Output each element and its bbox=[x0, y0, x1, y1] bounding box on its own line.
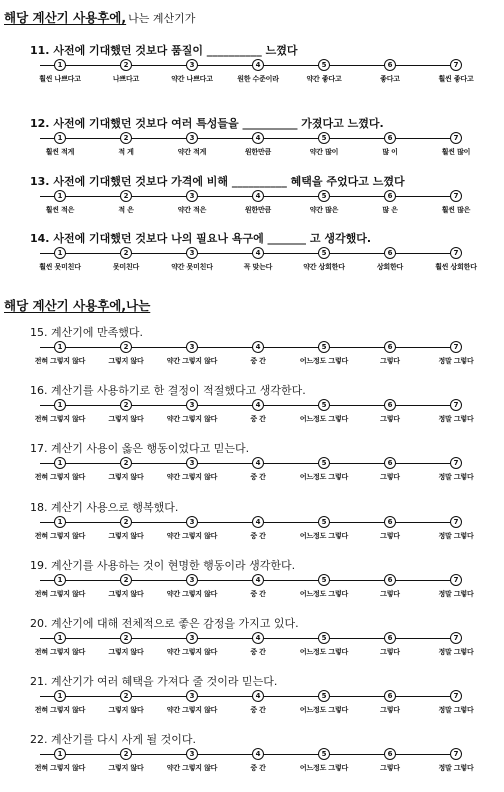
scale-anchor-label: 약간 많이 bbox=[309, 148, 339, 156]
scale-anchor-label: 훨씬 상회한다 bbox=[435, 263, 477, 271]
scale-anchor-label: 훨씬 좋다고 bbox=[438, 75, 474, 83]
scale-anchor-label: 약간 그렇지 않다 bbox=[166, 473, 218, 481]
scale-option-5[interactable]: 5 bbox=[318, 247, 330, 259]
question-text: 17. 계산기 사용이 옳은 행동이었다고 믿는다. bbox=[30, 442, 250, 455]
scale-option-1[interactable]: 1 bbox=[54, 190, 66, 202]
scale-anchor-label: 많 은 bbox=[382, 206, 398, 214]
scale-option-6[interactable]: 6 bbox=[384, 632, 396, 644]
scale-option-4[interactable]: 4 bbox=[252, 574, 264, 586]
scale-anchor-label: 적 은 bbox=[118, 206, 134, 214]
scale-option-4[interactable]: 4 bbox=[252, 247, 264, 259]
scale-option-7[interactable]: 7 bbox=[450, 341, 462, 353]
scale-anchor-label: 훨씬 적은 bbox=[45, 206, 75, 214]
scale-option-7[interactable]: 7 bbox=[450, 247, 462, 259]
scale-anchor-label: 중 간 bbox=[250, 473, 266, 481]
scale-option-3[interactable]: 3 bbox=[186, 748, 198, 760]
scale-option-2[interactable]: 2 bbox=[120, 748, 132, 760]
question-text: 20. 계산기에 대해 전체적으로 좋은 감정을 가지고 있다. bbox=[30, 617, 299, 630]
scale-option-1[interactable]: 1 bbox=[54, 341, 66, 353]
scale-anchor-label: 전혀 그렇지 않다 bbox=[34, 415, 86, 423]
scale-option-4[interactable]: 4 bbox=[252, 132, 264, 144]
likert-scale bbox=[0, 574, 504, 602]
question-text: 22. 계산기를 다시 사게 될 것이다. bbox=[30, 733, 196, 746]
scale-option-4[interactable]: 4 bbox=[252, 632, 264, 644]
scale-anchor-label: 중 간 bbox=[250, 357, 266, 365]
scale-anchor-label: 정말 그렇다 bbox=[438, 648, 474, 656]
scale-option-2[interactable]: 2 bbox=[120, 574, 132, 586]
likert-scale bbox=[0, 690, 504, 718]
question-text: 15. 계산기에 만족했다. bbox=[30, 326, 143, 339]
section-title-1-subtitle: 나는 계산기가 bbox=[128, 12, 196, 25]
scale-option-5[interactable]: 5 bbox=[318, 457, 330, 469]
scale-option-1[interactable]: 1 bbox=[54, 247, 66, 259]
scale-option-5[interactable]: 5 bbox=[318, 690, 330, 702]
scale-anchor-label: 약간 못미친다 bbox=[171, 263, 213, 271]
scale-option-6[interactable]: 6 bbox=[384, 516, 396, 528]
scale-anchor-label: 중 간 bbox=[250, 532, 266, 540]
question-text: 13. 사전에 기대했던 것보다 가격에 비해 __________ 혜택을 주었다고 느꼈다 bbox=[30, 175, 405, 188]
scale-anchor-label: 그렇지 않다 bbox=[108, 706, 144, 714]
section-title-2-main: 해당 계산기 사용후에,나는 bbox=[4, 298, 151, 313]
scale-anchor-label: 상회한다 bbox=[376, 263, 404, 271]
scale-anchor-label: 약간 그렇지 않다 bbox=[166, 532, 218, 540]
scale-anchor-label: 그렇지 않다 bbox=[108, 590, 144, 598]
scale-option-6[interactable]: 6 bbox=[384, 247, 396, 259]
scale-option-5[interactable]: 5 bbox=[318, 748, 330, 760]
scale-anchor-label: 그렇지 않다 bbox=[108, 415, 144, 423]
scale-anchor-label: 그렇다 bbox=[380, 357, 400, 365]
likert-scale bbox=[0, 516, 504, 544]
scale-option-7[interactable]: 7 bbox=[450, 190, 462, 202]
scale-option-3[interactable]: 3 bbox=[186, 690, 198, 702]
scale-option-5[interactable]: 5 bbox=[318, 132, 330, 144]
scale-anchor-label: 중 간 bbox=[250, 648, 266, 656]
scale-option-2[interactable]: 2 bbox=[120, 690, 132, 702]
scale-option-4[interactable]: 4 bbox=[252, 59, 264, 71]
scale-option-1[interactable]: 1 bbox=[54, 690, 66, 702]
section-title-1-main: 해당 계산기 사용후에, bbox=[4, 10, 127, 25]
scale-option-7[interactable]: 7 bbox=[450, 690, 462, 702]
section-title-2 bbox=[4, 296, 150, 314]
scale-option-6[interactable]: 6 bbox=[384, 59, 396, 71]
scale-option-3[interactable]: 3 bbox=[186, 399, 198, 411]
scale-option-7[interactable]: 7 bbox=[450, 632, 462, 644]
likert-scale bbox=[0, 190, 504, 218]
scale-anchor-label: 못미친다 bbox=[112, 263, 140, 271]
scale-option-5[interactable]: 5 bbox=[318, 516, 330, 528]
scale-option-2[interactable]: 2 bbox=[120, 190, 132, 202]
scale-option-4[interactable]: 4 bbox=[252, 457, 264, 469]
likert-scale bbox=[0, 341, 504, 369]
scale-anchor-label: 정말 그렇다 bbox=[438, 415, 474, 423]
scale-anchor-label: 어느정도 그렇다 bbox=[299, 473, 349, 481]
scale-anchor-label: 정말 그렇다 bbox=[438, 357, 474, 365]
scale-anchor-label: 그렇지 않다 bbox=[108, 764, 144, 772]
scale-option-1[interactable]: 1 bbox=[54, 132, 66, 144]
scale-option-6[interactable]: 6 bbox=[384, 132, 396, 144]
scale-anchor-label: 어느정도 그렇다 bbox=[299, 415, 349, 423]
scale-anchor-label: 훨씬 못미친다 bbox=[39, 263, 81, 271]
scale-anchor-label: 그렇다 bbox=[380, 706, 400, 714]
scale-anchor-label: 그렇다 bbox=[380, 532, 400, 540]
scale-option-1[interactable]: 1 bbox=[54, 59, 66, 71]
scale-anchor-label: 전혀 그렇지 않다 bbox=[34, 648, 86, 656]
scale-anchor-label: 약간 좋다고 bbox=[306, 75, 342, 83]
scale-anchor-label: 그렇지 않다 bbox=[108, 473, 144, 481]
scale-anchor-label: 꼭 맞는다 bbox=[243, 263, 273, 271]
scale-anchor-label: 정말 그렇다 bbox=[438, 473, 474, 481]
scale-anchor-label: 그렇지 않다 bbox=[108, 357, 144, 365]
likert-scale bbox=[0, 457, 504, 485]
scale-option-5[interactable]: 5 bbox=[318, 632, 330, 644]
scale-anchor-label: 약간 많은 bbox=[309, 206, 339, 214]
scale-anchor-label: 전혀 그렇지 않다 bbox=[34, 706, 86, 714]
scale-option-6[interactable]: 6 bbox=[384, 190, 396, 202]
scale-anchor-label: 정말 그렇다 bbox=[438, 532, 474, 540]
scale-option-6[interactable]: 6 bbox=[384, 690, 396, 702]
scale-option-2[interactable]: 2 bbox=[120, 132, 132, 144]
scale-option-5[interactable]: 5 bbox=[318, 399, 330, 411]
scale-anchor-label: 약간 그렇지 않다 bbox=[166, 706, 218, 714]
scale-anchor-label: 원한 수준이라 bbox=[237, 75, 279, 83]
scale-option-2[interactable]: 2 bbox=[120, 457, 132, 469]
scale-anchor-label: 그렇지 않다 bbox=[108, 532, 144, 540]
scale-option-4[interactable]: 4 bbox=[252, 399, 264, 411]
scale-option-6[interactable]: 6 bbox=[384, 399, 396, 411]
scale-anchor-label: 그렇다 bbox=[380, 590, 400, 598]
scale-option-7[interactable]: 7 bbox=[450, 457, 462, 469]
scale-option-5[interactable]: 5 bbox=[318, 341, 330, 353]
scale-option-5[interactable]: 5 bbox=[318, 574, 330, 586]
question-text: 12. 사전에 기대했던 것보다 여러 특성들을 __________ 가졌다고 느꼈다. bbox=[30, 117, 384, 130]
scale-option-7[interactable]: 7 bbox=[450, 399, 462, 411]
scale-anchor-label: 어느정도 그렇다 bbox=[299, 764, 349, 772]
scale-anchor-label: 원한만큼 bbox=[244, 148, 272, 156]
scale-anchor-label: 정말 그렇다 bbox=[438, 706, 474, 714]
scale-anchor-label: 약간 그렇지 않다 bbox=[166, 648, 218, 656]
likert-scale bbox=[0, 632, 504, 660]
scale-option-1[interactable]: 1 bbox=[54, 516, 66, 528]
scale-anchor-label: 전혀 그렇지 않다 bbox=[34, 532, 86, 540]
scale-anchor-label: 그렇다 bbox=[380, 764, 400, 772]
scale-anchor-label: 전혀 그렇지 않다 bbox=[34, 590, 86, 598]
scale-anchor-label: 많 이 bbox=[382, 148, 398, 156]
scale-anchor-label: 좋다고 bbox=[380, 75, 400, 83]
scale-option-4[interactable]: 4 bbox=[252, 190, 264, 202]
question-text: 18. 계산기 사용으로 행복했다. bbox=[30, 501, 179, 514]
scale-anchor-label: 어느정도 그렇다 bbox=[299, 648, 349, 656]
scale-option-7[interactable]: 7 bbox=[450, 59, 462, 71]
scale-option-4[interactable]: 4 bbox=[252, 516, 264, 528]
scale-option-6[interactable]: 6 bbox=[384, 748, 396, 760]
scale-option-1[interactable]: 1 bbox=[54, 632, 66, 644]
scale-option-6[interactable]: 6 bbox=[384, 574, 396, 586]
question-text: 21. 계산기가 여러 혜택을 가져다 줄 것이라 믿는다. bbox=[30, 675, 278, 688]
scale-option-1[interactable]: 1 bbox=[54, 574, 66, 586]
scale-option-7[interactable]: 7 bbox=[450, 574, 462, 586]
scale-anchor-label: 정말 그렇다 bbox=[438, 764, 474, 772]
likert-scale bbox=[0, 748, 504, 776]
scale-option-2[interactable]: 2 bbox=[120, 59, 132, 71]
scale-anchor-label: 그렇지 않다 bbox=[108, 648, 144, 656]
scale-anchor-label: 어느정도 그렇다 bbox=[299, 590, 349, 598]
question-text: 14. 사전에 기대했던 것보다 나의 필요나 욕구에 _______ 고 생각했다. bbox=[30, 232, 372, 245]
scale-anchor-label: 훨씬 적게 bbox=[45, 148, 75, 156]
scale-option-5[interactable]: 5 bbox=[318, 59, 330, 71]
scale-option-1[interactable]: 1 bbox=[54, 399, 66, 411]
scale-option-3[interactable]: 3 bbox=[186, 341, 198, 353]
scale-anchor-label: 약간 그렇지 않다 bbox=[166, 590, 218, 598]
scale-anchor-label: 약간 그렇지 않다 bbox=[166, 357, 218, 365]
scale-anchor-label: 어느정도 그렇다 bbox=[299, 706, 349, 714]
scale-option-7[interactable]: 7 bbox=[450, 132, 462, 144]
scale-anchor-label: 원한만큼 bbox=[244, 206, 272, 214]
scale-option-5[interactable]: 5 bbox=[318, 190, 330, 202]
scale-anchor-label: 약간 상회한다 bbox=[303, 263, 345, 271]
scale-anchor-label: 중 간 bbox=[250, 415, 266, 423]
scale-option-3[interactable]: 3 bbox=[186, 132, 198, 144]
scale-option-6[interactable]: 6 bbox=[384, 457, 396, 469]
scale-option-7[interactable]: 7 bbox=[450, 748, 462, 760]
scale-anchor-label: 약간 적은 bbox=[177, 206, 207, 214]
scale-anchor-label: 그렇다 bbox=[380, 473, 400, 481]
scale-anchor-label: 약간 그렇지 않다 bbox=[166, 764, 218, 772]
scale-anchor-label: 그렇다 bbox=[380, 648, 400, 656]
scale-anchor-label: 어느정도 그렇다 bbox=[299, 357, 349, 365]
scale-option-6[interactable]: 6 bbox=[384, 341, 396, 353]
scale-option-1[interactable]: 1 bbox=[54, 748, 66, 760]
scale-anchor-label: 훨씬 나쁘다고 bbox=[39, 75, 81, 83]
scale-option-3[interactable]: 3 bbox=[186, 457, 198, 469]
scale-anchor-label: 중 간 bbox=[250, 590, 266, 598]
scale-option-2[interactable]: 2 bbox=[120, 247, 132, 259]
likert-scale bbox=[0, 59, 504, 87]
question-text: 19. 계산기를 사용하는 것이 현명한 행동이라 생각한다. bbox=[30, 559, 296, 572]
scale-anchor-label: 훨씬 많은 bbox=[441, 206, 471, 214]
scale-anchor-label: 훨씬 많이 bbox=[441, 148, 471, 156]
scale-anchor-label: 전혀 그렇지 않다 bbox=[34, 473, 86, 481]
scale-option-3[interactable]: 3 bbox=[186, 516, 198, 528]
scale-anchor-label: 전혀 그렇지 않다 bbox=[34, 357, 86, 365]
question-text: 16. 계산기를 사용하기로 한 결정이 적절했다고 생각한다. bbox=[30, 384, 306, 397]
section-title-1 bbox=[4, 8, 195, 26]
scale-option-2[interactable]: 2 bbox=[120, 399, 132, 411]
scale-option-3[interactable]: 3 bbox=[186, 190, 198, 202]
scale-anchor-label: 그렇다 bbox=[380, 415, 400, 423]
scale-anchor-label: 정말 그렇다 bbox=[438, 590, 474, 598]
scale-option-4[interactable]: 4 bbox=[252, 341, 264, 353]
scale-option-3[interactable]: 3 bbox=[186, 59, 198, 71]
scale-anchor-label: 나쁘다고 bbox=[112, 75, 140, 83]
scale-anchor-label: 약간 그렇지 않다 bbox=[166, 415, 218, 423]
scale-option-3[interactable]: 3 bbox=[186, 632, 198, 644]
scale-option-1[interactable]: 1 bbox=[54, 457, 66, 469]
scale-option-3[interactable]: 3 bbox=[186, 247, 198, 259]
scale-option-4[interactable]: 4 bbox=[252, 748, 264, 760]
scale-anchor-label: 전혀 그렇지 않다 bbox=[34, 764, 86, 772]
scale-anchor-label: 적 게 bbox=[118, 148, 134, 156]
scale-anchor-label: 어느정도 그렇다 bbox=[299, 532, 349, 540]
question-text: 11. 사전에 기대했던 것보다 품질이 __________ 느꼈다 bbox=[30, 44, 298, 57]
scale-option-2[interactable]: 2 bbox=[120, 341, 132, 353]
scale-option-2[interactable]: 2 bbox=[120, 632, 132, 644]
likert-scale bbox=[0, 132, 504, 160]
scale-option-3[interactable]: 3 bbox=[186, 574, 198, 586]
scale-anchor-label: 중 간 bbox=[250, 764, 266, 772]
scale-anchor-label: 약간 적게 bbox=[177, 148, 207, 156]
scale-option-4[interactable]: 4 bbox=[252, 690, 264, 702]
scale-anchor-label: 약간 나쁘다고 bbox=[171, 75, 213, 83]
likert-scale bbox=[0, 247, 504, 275]
scale-option-7[interactable]: 7 bbox=[450, 516, 462, 528]
scale-option-2[interactable]: 2 bbox=[120, 516, 132, 528]
scale-anchor-label: 중 간 bbox=[250, 706, 266, 714]
likert-scale bbox=[0, 399, 504, 427]
